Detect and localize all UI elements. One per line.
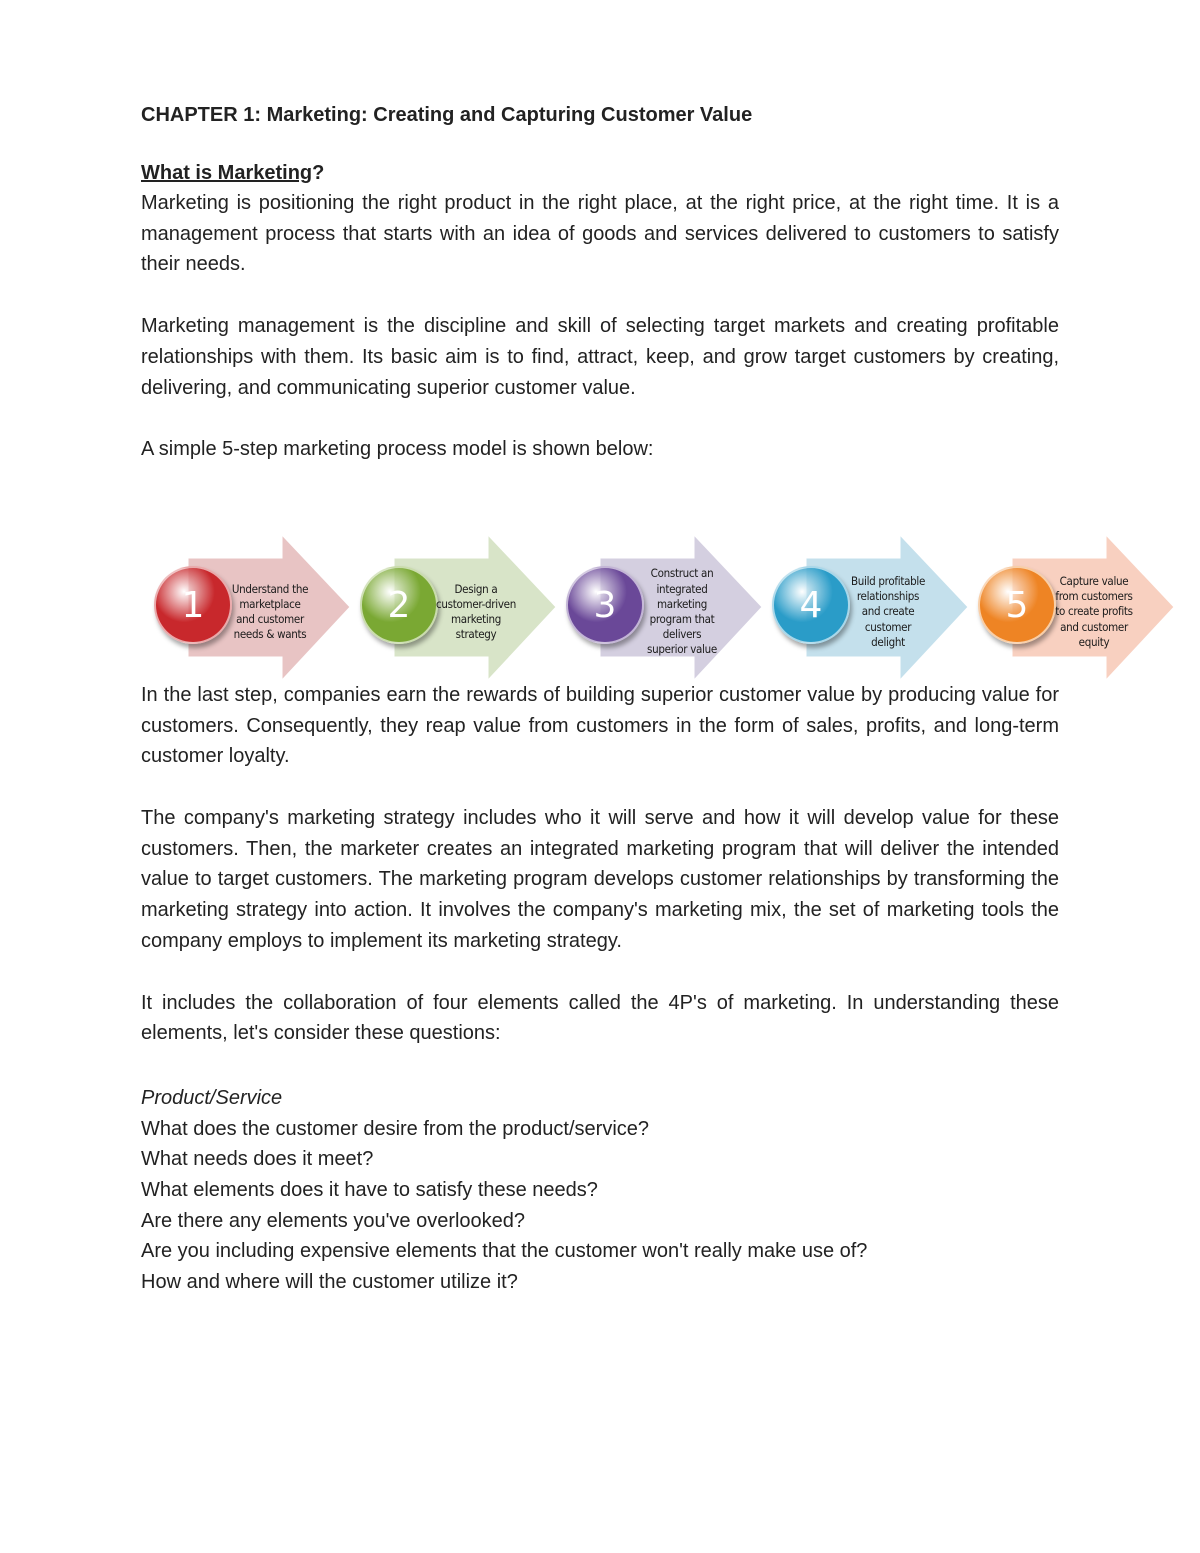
step-label: Design a customer-driven marketing strategy <box>436 581 516 642</box>
section-heading-suffix: ? <box>312 162 325 184</box>
step-label: Construct an integrated marketing program that delivers superior value <box>647 566 717 657</box>
step-number-circle <box>360 566 438 644</box>
paragraph-process-intro: A simple 5-step marketing process model is shown below: <box>141 438 654 461</box>
product-service-heading: Product/Service <box>141 1086 283 1109</box>
step-label: Capture value from customers to create profits and customer equity <box>1055 573 1133 649</box>
question-item: What needs does it meet? <box>141 1148 374 1171</box>
process-step-3 <box>560 530 760 685</box>
question-item: How and where will the customer utilize it? <box>141 1271 518 1294</box>
paragraph-last-step: In the last step, companies earn the rewards of building superior customer value by producing value for customers. Consequently, they reap value from customers in the form of sales, profits, and long-term customer loyalty. <box>141 683 1059 768</box>
paragraph-strategy: The company's marketing strategy includes who it will serve and how it will develop value for these customers. Then, the marketer creates an integrated marketing program that will deliver the intended value to target customers. The marketing program develops customer relationships by transforming the marketing strategy into action. It involves the company's marketing mix, the set of marketing tools the company employs to implement its marketing strategy. <box>141 807 1059 952</box>
question-item: What does the customer desire from the product/service? <box>141 1117 650 1140</box>
section-heading-text: What is Marketing <box>141 162 313 184</box>
process-step-1 <box>148 530 348 685</box>
step-number: 2 <box>387 584 411 626</box>
step-number-circle <box>154 566 232 644</box>
step-label: Understand the marketplace and customer needs & wants <box>231 581 309 642</box>
section-heading <box>141 158 1059 188</box>
process-step-2 <box>354 530 554 685</box>
marketing-process-diagram <box>148 530 1178 685</box>
step-number-circle <box>566 566 644 644</box>
step-label: Build profitable relationships and create customer delight <box>850 573 926 649</box>
chapter-title: CHAPTER 1: Marketing: Creating and Capturing Customer Value <box>141 104 753 126</box>
step-number: 3 <box>593 584 617 626</box>
paragraph-definition: Marketing is positioning the right product in the right place, at the right price, at the right time. It is a management process that starts with an idea of goods and services delivered to customers to satisfy their needs. <box>141 192 1059 276</box>
step-number: 4 <box>799 584 823 626</box>
process-step-4 <box>766 530 966 685</box>
paragraph-4ps: It includes the collaboration of four elements called the 4P's of marketing. In understanding these elements, let's consider these questions: <box>141 991 1059 1045</box>
step-number-circle <box>978 566 1056 644</box>
question-item: Are there any elements you've overlooked? <box>141 1209 526 1232</box>
paragraph-marketing-management: Marketing management is the discipline and skill of selecting target markets and creating profitable relationships with them. Its basic aim is to find, attract, keep, and grow target customers by creating, delivering, and communicating superior customer value. <box>141 315 1059 399</box>
question-item: Are you including expensive elements that the customer won't really make use of? <box>141 1240 868 1263</box>
document-page <box>141 100 1059 1298</box>
process-step-5 <box>972 530 1172 685</box>
question-item: What elements does it have to satisfy these needs? <box>141 1179 598 1202</box>
step-number-circle <box>772 566 850 644</box>
step-number: 1 <box>181 584 205 626</box>
step-number: 5 <box>1005 584 1029 626</box>
